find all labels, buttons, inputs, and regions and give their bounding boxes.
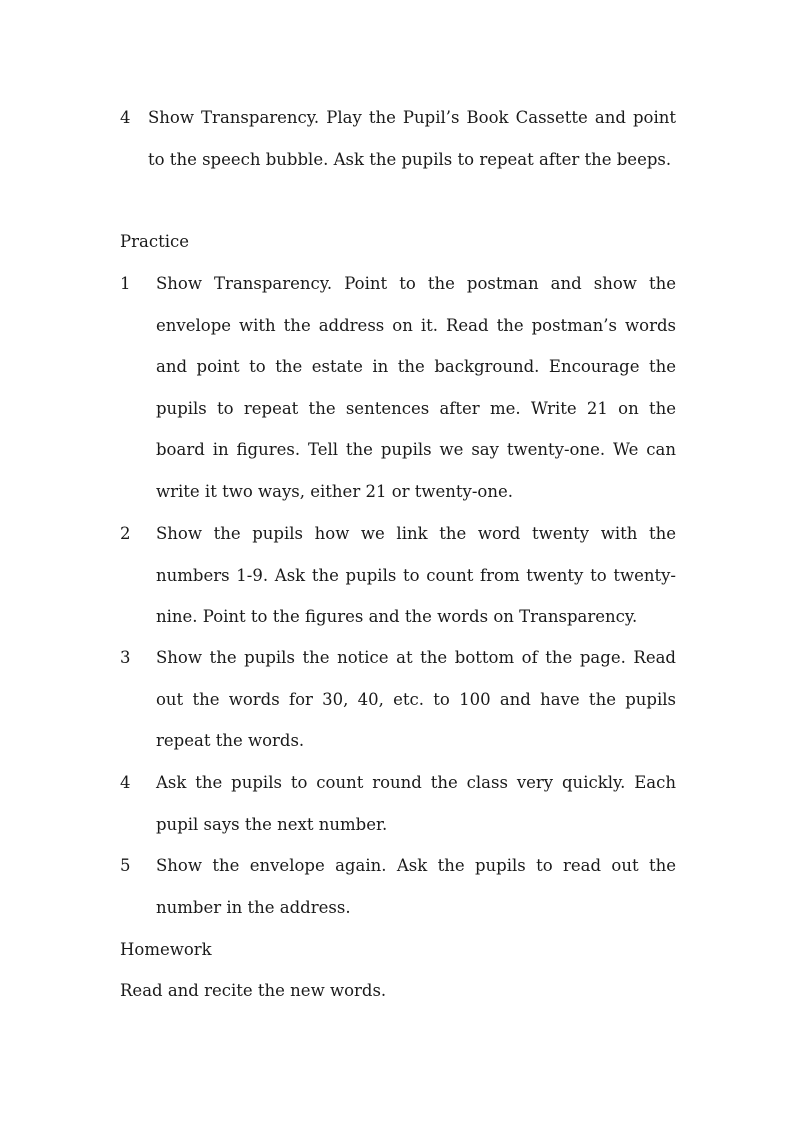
list-number: 1 (120, 274, 131, 293)
list-text: Show the pupils how we link the word twenty with the numbers 1-9. Ask the pupils to count from twenty to twenty-nine. Point to the figures and the words on Transparency. (156, 524, 676, 626)
homework-text: Read and recite the new words. (120, 981, 387, 1000)
practice-list-item (120, 762, 676, 845)
list-text: Ask the pupils to count round the class very quickly. Each pupil says the next number. (156, 773, 676, 834)
intro-list-item (120, 97, 676, 180)
list-text: Show the envelope again. Ask the pupils to read out the number in the address. (156, 856, 676, 917)
homework-heading: Homework (120, 940, 212, 959)
list-text: Show Transparency. Point to the postman and show the envelope with the address on it. Read the postman’s words and point to the estate in the background. Encourage the pupils to repeat the sentences after me. Write 21 on the board in figures. Tell the pupils we say twenty-one. We can write it two ways, either 21 or twenty-one. (156, 274, 676, 501)
list-number: 4 (120, 773, 131, 792)
list-number: 5 (120, 856, 131, 875)
list-number: 2 (120, 524, 131, 543)
practice-list-item (120, 845, 676, 928)
list-number: 3 (120, 648, 131, 667)
practice-list-item (120, 637, 676, 762)
practice-heading: Practice (120, 232, 189, 251)
practice-list-item (120, 263, 676, 512)
practice-list-item (120, 513, 676, 638)
list-text: Show Transparency. Play the Pupil’s Book Cassette and point to the speech bubble. Ask the pupils to repeat after the beeps. (148, 108, 676, 169)
list-text: Show the pupils the notice at the bottom of the page. Read out the words for 30, 40, etc. to 100 and have the pupils repeat the words. (156, 648, 676, 750)
list-number: 4 (120, 108, 131, 127)
